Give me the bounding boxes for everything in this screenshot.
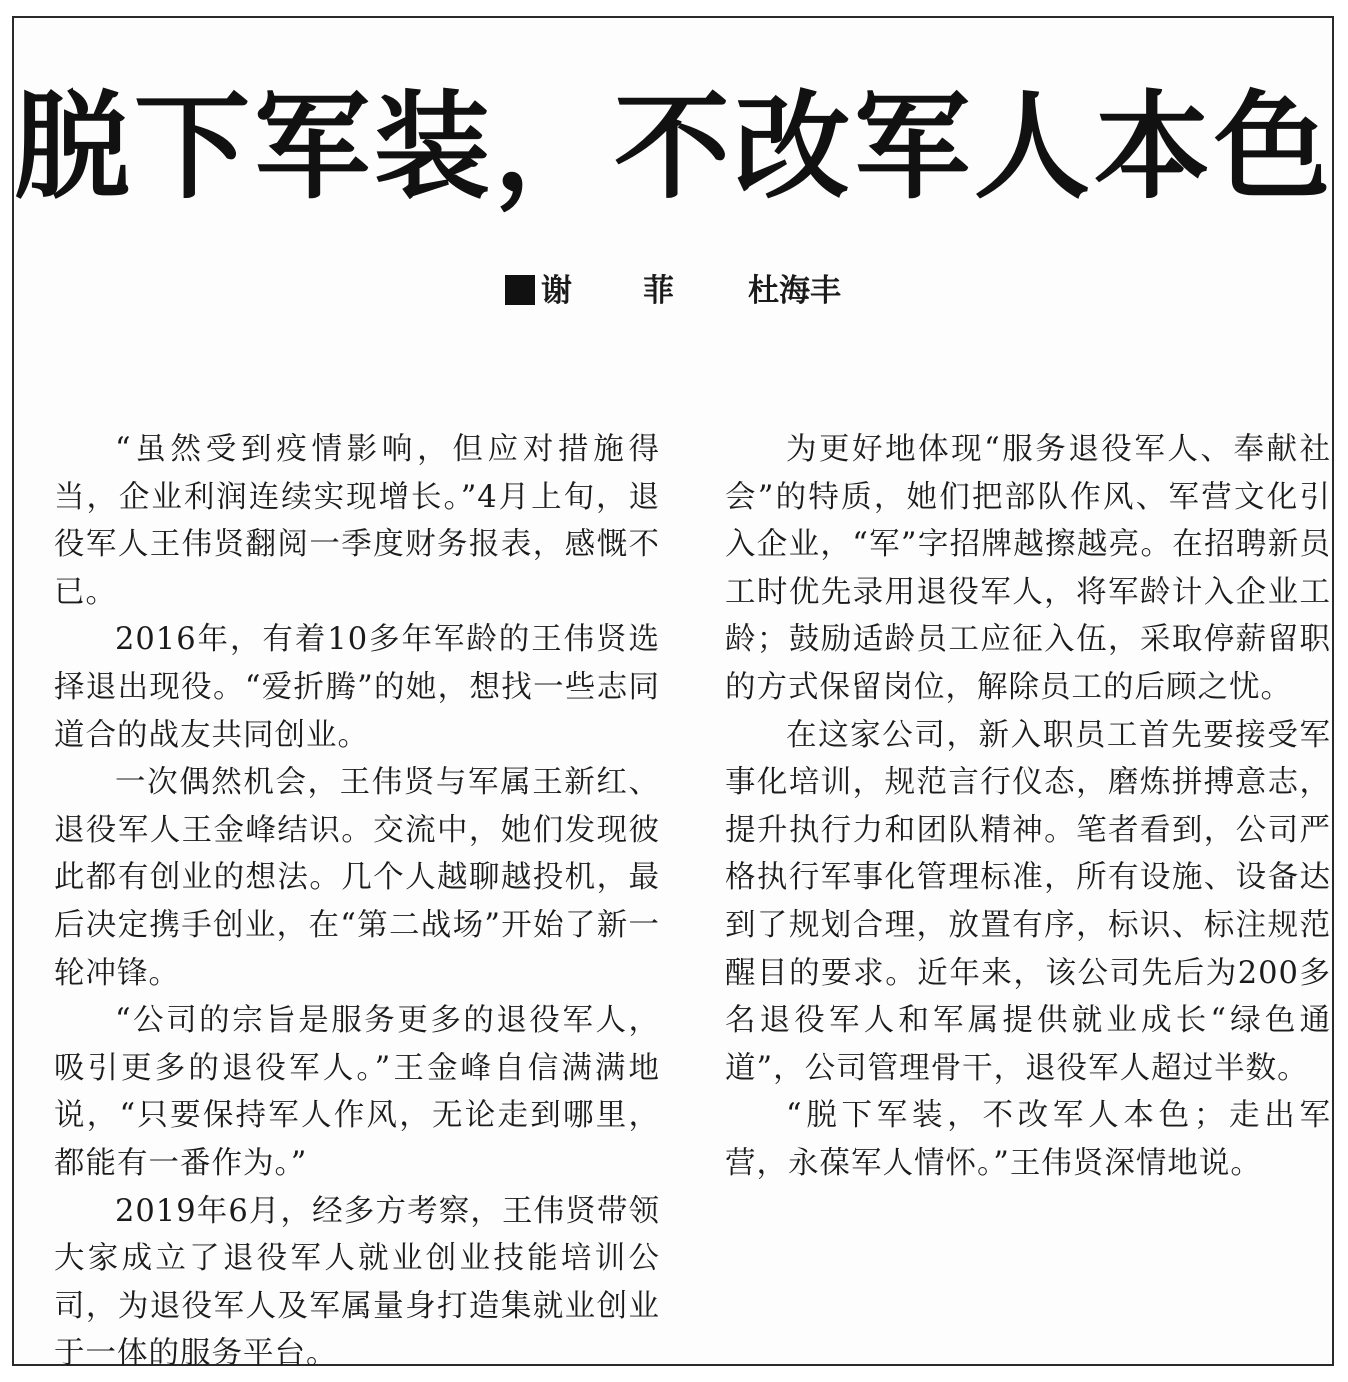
article-byline <box>14 266 1332 316</box>
paragraph: “虽然受到疫情影响，但应对措施得当，企业利润连续实现增长。”4月上旬，退役军人王伟贤翻阅一季度财务报表，感慨不已。 <box>54 432 660 610</box>
byline-square-icon <box>505 275 535 305</box>
byline-author-1: 谢 菲 <box>541 273 694 309</box>
paragraph: 2019年6月，经多方考察，王伟贤带领大家成立了退役军人就业创业技能培训公司，为退役军人及军属量身打造集就业创业于一体的服务平台。 <box>54 1193 660 1372</box>
paragraph: 在这家公司，新入职员工首先要接受军事化培训，规范言行仪态，磨炼拼搏意志，提升执行力和团队精神。笔者看到，公司严格执行军事化管理标准，所有设施、设备达到了规划合理，放置有序，标识、标注规范醒目的要求。近年来，该公司先后为200多名退役军人和军属提供就业成长“绿色通道”，公司管理骨干，退役军人超过半数。 <box>725 717 1331 1086</box>
article-column-left <box>54 426 660 1378</box>
paragraph: “公司的宗旨是服务更多的退役军人，吸引更多的退役军人。”王金峰自信满满地说，“只要保持军人作风，无论走到哪里，都能有一番作为。” <box>54 1003 660 1181</box>
paragraph: “脱下军装，不改军人本色；走出军营，永葆军人情怀。”王伟贤深情地说。 <box>725 1098 1331 1181</box>
paragraph: 一次偶然机会，王伟贤与军属王新红、退役军人王金峰结识。交流中，她们发现彼此都有创业的想法。几个人越聊越投机，最后决定携手创业，在“第二战场”开始了新一轮冲锋。 <box>54 765 660 991</box>
article-frame <box>12 16 1334 1372</box>
byline-author-2: 杜海丰 <box>748 273 841 309</box>
paragraph: 2016年，有着10多年军龄的王伟贤选择退出现役。“爱折腾”的她，想找一些志同道合的战友共同创业。 <box>54 622 660 753</box>
paragraph: 为更好地体现“服务退役军人、奉献社会”的特质，她们把部队作风、军营文化引入企业，“军”字招牌越擦越亮。在招聘新员工时优先录用退役军人，将军龄计入企业工龄；鼓励适龄员工应征入伍，采取停薪留职的方式保留岗位，解除员工的后顾之忧。 <box>725 432 1331 705</box>
article-column-right <box>725 426 1331 1188</box>
article-headline: 脱下军装，不改军人本色 <box>14 80 1334 215</box>
